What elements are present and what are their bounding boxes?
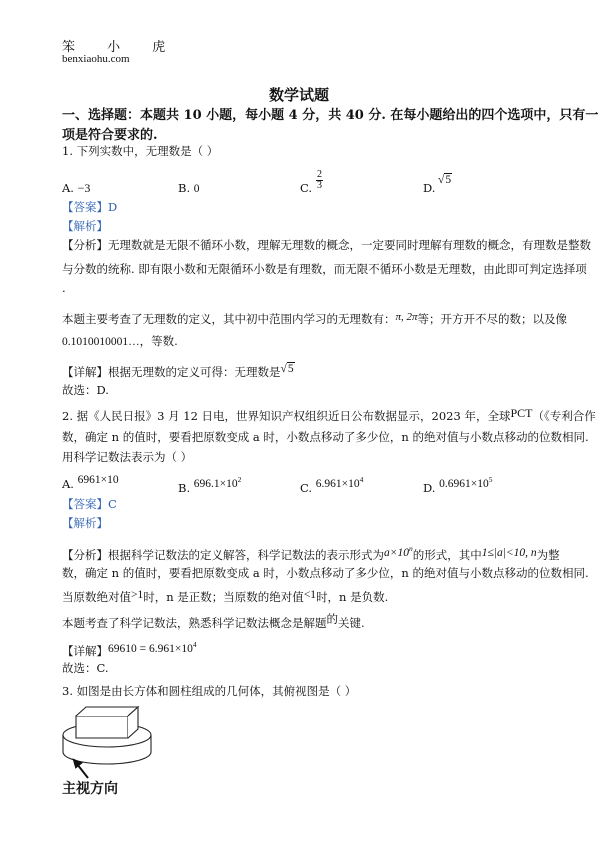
q1-option-d-sqrt	[438, 173, 452, 187]
section-heading-line1: 一、选择题：本题共 10 小题，每小题 4 分，共 40 分. 在每小题给出的四个选项中，只有一	[62, 108, 599, 123]
q1-analysis-tag: 【解析】	[62, 219, 108, 233]
q1-fenxi-line3: .	[62, 281, 66, 295]
q2-fenxi-text-3: 为整	[536, 548, 560, 562]
header-brand: 笨 小 虎	[62, 40, 180, 55]
q2-option-b-label: B.	[178, 481, 191, 495]
q1-answer: 【答案】D	[62, 200, 118, 214]
q1-note-text-2: 等；开方开不尽的数；以及像	[417, 312, 568, 326]
q2-detail	[62, 638, 197, 658]
q2-detail-label: 【详解】	[62, 644, 108, 658]
q2-stem-line3: 用科学记数法表示为（ ）	[62, 450, 193, 464]
q2-option-c-exponent: 4	[359, 475, 364, 484]
q1-fenxi-line1: 【分析】无理数就是无限不循环小数，理解无理数的概念，一定要同时理解有理数的概念，有理数是整数	[62, 238, 591, 252]
radicand: 5	[287, 363, 294, 375]
q2-option-c	[300, 473, 363, 495]
fraction-numerator: 2	[317, 169, 322, 180]
q2-option-a-label: A.	[62, 477, 74, 491]
q2-option-d-value: 0.6961×10	[439, 478, 489, 490]
q2-option-a	[62, 473, 119, 491]
q2-fenxi-line3	[62, 588, 388, 604]
q2-fenxi-condition: 1≤|a|<10, n	[481, 547, 537, 559]
q2-option-d-exponent: 5	[488, 475, 493, 484]
q2-analysis-tag: 【解析】	[62, 516, 108, 530]
q2-answer: 【答案】C	[62, 497, 117, 511]
section-heading-line2: 项是符合要求的.	[62, 128, 158, 143]
q3-figure-label: 主视方向	[62, 781, 118, 797]
q1-option-b-label: B.	[178, 181, 191, 195]
q1-stem: 1. 下列实数中，无理数是（ ）	[62, 144, 219, 158]
q2-note-text-2: 关键.	[338, 616, 365, 630]
q2-fenxi-form: a×10	[384, 547, 410, 559]
q2-fenxi-line3-text-2: 时，n 是正数；当原数的绝对值	[143, 590, 304, 604]
q1-option-c	[300, 181, 312, 195]
radical-sign-icon: √	[280, 363, 287, 375]
q2-fenxi-lt: <1	[303, 589, 317, 601]
q2-option-b-value: 696.1×10	[193, 478, 238, 490]
q2-option-a-value: 6961×10	[77, 474, 119, 486]
q2-stem-line2: 数，确定 n 的值时，要看把原数变成 a 时，小数点移动了多少位，n 的绝对值与小数点移动的位数相同.	[62, 430, 589, 444]
q1-option-a	[62, 181, 90, 195]
radical-sign-icon: √	[438, 174, 445, 186]
q1-detail	[62, 362, 295, 379]
q1-note-line1	[62, 310, 567, 326]
q2-fenxi-text-2: 的形式，其中	[412, 548, 482, 562]
q2-stem-text: 2. 据《人民日报》3 月 12 日电，世界知识产权组织近日公布数据显示，2023 年，全球	[62, 409, 511, 423]
q2-option-b-exponent: 2	[237, 475, 242, 484]
q1-option-a-label: A.	[62, 181, 74, 195]
cuboid	[76, 707, 138, 738]
q2-note	[62, 612, 365, 630]
q2-note-text: 本题考查了科学记数法，熟悉科学记数法概念是解题	[62, 616, 327, 630]
q2-fenxi-line3-text-3: 时，n 是负数.	[316, 590, 389, 604]
q3-figure	[58, 700, 158, 782]
header-site: benxiaohu.com	[62, 53, 130, 65]
q2-option-c-value: 6.961×10	[315, 478, 360, 490]
q2-detail-exponent: 4	[192, 640, 197, 649]
q1-note-number: 0.1010010001…	[62, 336, 140, 348]
q2-option-c-label: C.	[300, 481, 313, 495]
q2-option-d	[423, 473, 493, 495]
q1-note-pi: π, 2π	[395, 311, 418, 323]
q2-fenxi-gt: >1	[131, 589, 144, 601]
q2-fenxi-line1	[62, 542, 560, 562]
q1-note-line2	[62, 334, 178, 349]
q2-fenxi-form-exp: n	[409, 544, 413, 553]
q2-option-d-label: D.	[423, 481, 436, 495]
q1-option-a-value: −3	[77, 181, 91, 195]
q2-conclusion: 故选：C.	[62, 661, 109, 675]
q1-option-c-fraction	[316, 162, 323, 191]
radicand: 5	[445, 174, 452, 186]
cylinder-body	[63, 735, 151, 764]
q2-detail-equation: 69610 = 6.961×10	[108, 643, 193, 655]
q1-option-d	[423, 181, 435, 195]
q1-option-b	[178, 181, 200, 196]
q2-stem-line1	[62, 406, 596, 423]
q2-fenxi-text: 【分析】根据科学记数法的定义解答，科学记数法的表示形式为	[62, 548, 384, 562]
q1-fenxi-line2: 与分数的统称. 即有限小数和无限循环小数是有理数，而无限不循环小数是无理数，由此即可判定选择项	[62, 262, 587, 276]
q2-stem-text-2: （《专利合作	[532, 409, 596, 423]
q2-note-de: 的	[326, 612, 338, 626]
q1-detail-text: 【详解】根据无理数的定义可得：无理数是	[62, 365, 281, 379]
q1-option-c-label: C.	[300, 181, 313, 195]
q2-fenxi-line2: 数，确定 n 的值时，要看把原数变成 a 时，小数点移动了多少位，n 的绝对值与小数点移动的位数相同.	[62, 566, 589, 580]
q1-note-text: 本题主要考查了无理数的定义，其中初中范围内学习的无理数有：	[62, 312, 396, 326]
q1-option-d-label: D.	[423, 181, 436, 195]
q3-stem: 3. 如图是由长方体和圆柱组成的几何体，其俯视图是（ ）	[62, 684, 357, 698]
q1-option-b-value: 0	[193, 183, 200, 195]
page-title: 数学试题	[269, 86, 330, 104]
q2-option-b	[178, 473, 241, 495]
q2-pct: PCT	[510, 406, 533, 420]
q1-note-text-3: ，等数.	[139, 334, 178, 348]
q1-conclusion: 故选：D.	[62, 383, 109, 397]
fraction-denominator: 3	[317, 180, 322, 191]
q2-fenxi-line3-text: 当原数绝对值	[62, 590, 131, 604]
